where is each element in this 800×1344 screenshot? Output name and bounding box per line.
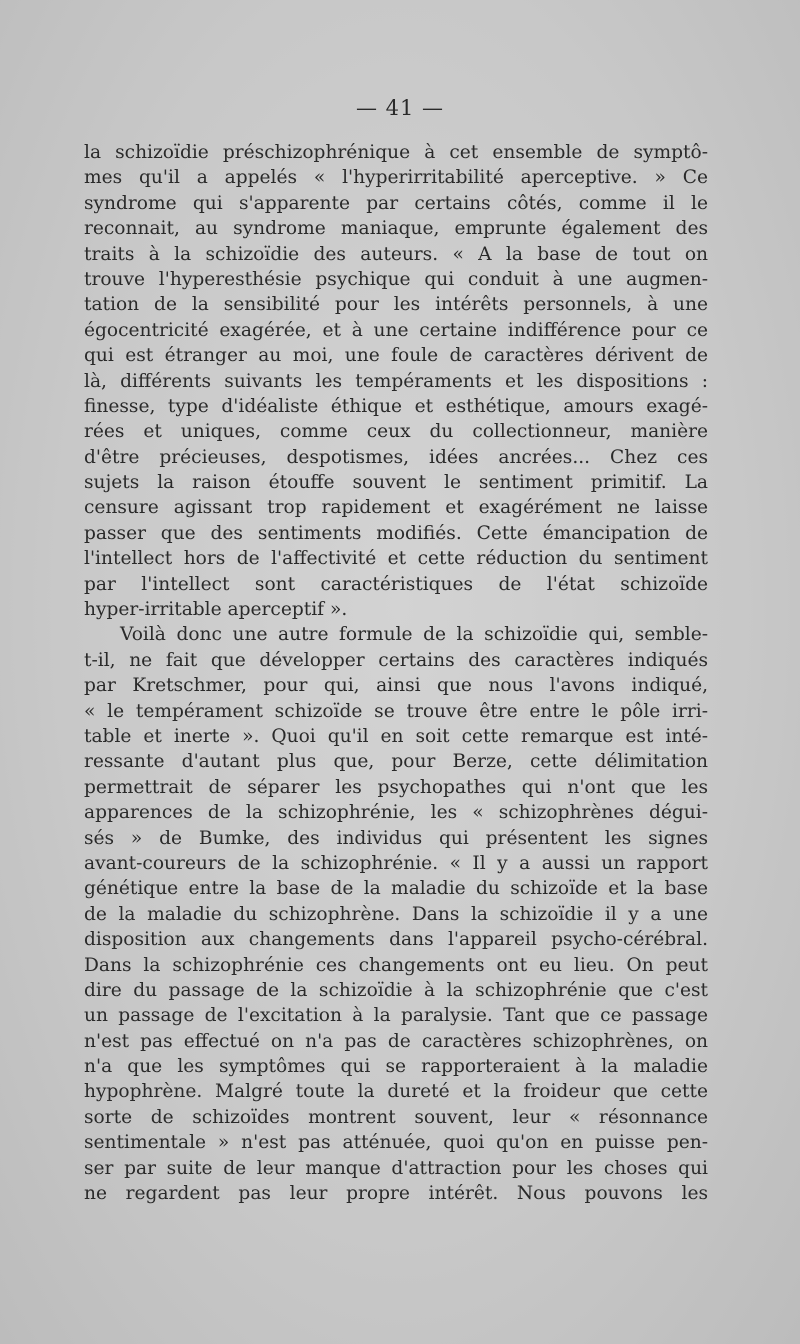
text-line: sés » de Bumke, des individus qui présentent les signes	[84, 827, 708, 849]
text-line: ser par suite de leur manque d'attraction pour les choses qui	[84, 1157, 708, 1179]
text-line: « le tempérament schizoïde se trouve être entre le pôle irri-	[84, 700, 708, 722]
text-line: n'est pas effectué on n'a pas de caractères schizophrènes, on	[84, 1030, 708, 1052]
text-line: hyper-irritable aperceptif ».	[84, 599, 348, 621]
text-line: apparences de la schizophrénie, les « schizophrènes dégui-	[84, 802, 708, 824]
text-line: disposition aux changements dans l'appareil psycho-cérébral.	[84, 929, 708, 951]
page-number: — 41 —	[355, 96, 445, 120]
text-line: Voilà donc une autre formule de la schizoïdie qui, semble-	[120, 624, 708, 646]
text-line: génétique entre la base de la maladie du schizoïde et la base	[84, 878, 708, 900]
text-line: sorte de schizoïdes montrent souvent, leur « résonnance	[84, 1106, 708, 1128]
text-line: ressante d'autant plus que, pour Berze, cette délimitation	[84, 751, 708, 773]
body-text	[84, 140, 708, 1206]
text-line: un passage de l'excitation à la paralysie. Tant que ce passage	[84, 1005, 708, 1027]
text-line: Dans la schizophrénie ces changements ont eu lieu. On peut	[84, 954, 708, 976]
text-line: traits à la schizoïdie des auteurs. « A la base de tout on	[84, 243, 708, 265]
text-line: reconnait, au syndrome maniaque, emprunte également des	[84, 218, 708, 240]
text-line: table et inerte ». Quoi qu'il en soit cette remarque est inté-	[84, 725, 708, 747]
text-line: finesse, type d'idéaliste éthique et esthétique, amours exagé-	[84, 395, 708, 417]
text-line: là, différents suivants les tempéraments et les dispositions :	[84, 370, 708, 392]
text-line: passer que des sentiments modifiés. Cette émancipation de	[84, 522, 708, 544]
text-line: sentimentale » n'est pas atténuée, quoi qu'on en puisse pen-	[84, 1132, 708, 1154]
text-line: par Kretschmer, pour qui, ainsi que nous l'avons indiqué,	[84, 675, 708, 697]
text-line: n'a que les symptômes qui se rapporteraient à la maladie	[84, 1056, 708, 1078]
text-line: ne regardent pas leur propre intérêt. Nous pouvons les	[84, 1183, 708, 1205]
text-line: égocentricité exagérée, et à une certaine indifférence pour ce	[84, 319, 708, 341]
text-line: d'être précieuses, despotismes, idées ancrées... Chez ces	[84, 446, 708, 468]
text-line: rées et uniques, comme ceux du collectionneur, manière	[84, 421, 708, 443]
text-line: dire du passage de la schizoïdie à la schizophrénie que c'est	[84, 979, 708, 1001]
text-line: tation de la sensibilité pour les intérêts personnels, à une	[84, 294, 708, 316]
text-line: la schizoïdie préschizophrénique à cet ensemble de symptô-	[84, 142, 708, 163]
text-line: syndrome qui s'apparente par certains côtés, comme il le	[84, 192, 708, 214]
text-line: avant-coureurs de la schizophrénie. « Il y a aussi un rapport	[84, 852, 708, 874]
text-line: mes qu'il a appelés « l'hyperirritabilité aperceptive. » Ce	[84, 167, 708, 189]
text-line: t-il, ne fait que développer certains des caractères indiqués	[84, 649, 708, 671]
text-line: permettrait de séparer les psychopathes qui n'ont que les	[84, 776, 708, 798]
text-line: qui est étranger au moi, une foule de caractères dérivent de	[84, 345, 708, 367]
text-line: de la maladie du schizophrène. Dans la schizoïdie il y a une	[84, 903, 708, 925]
text-line: hypophrène. Malgré toute la dureté et la froideur que cette	[84, 1081, 708, 1103]
text-line: l'intellect hors de l'affectivité et cette réduction du sentiment	[84, 548, 708, 570]
text-line: censure agissant trop rapidement et exagérément ne laisse	[84, 497, 708, 519]
text-line: par l'intellect sont caractéristiques de l'état schizoïde	[84, 573, 708, 595]
text-line: sujets la raison étouffe souvent le sentiment primitif. La	[84, 472, 708, 494]
text-line: trouve l'hyperesthésie psychique qui conduit à une augmen-	[84, 268, 708, 290]
